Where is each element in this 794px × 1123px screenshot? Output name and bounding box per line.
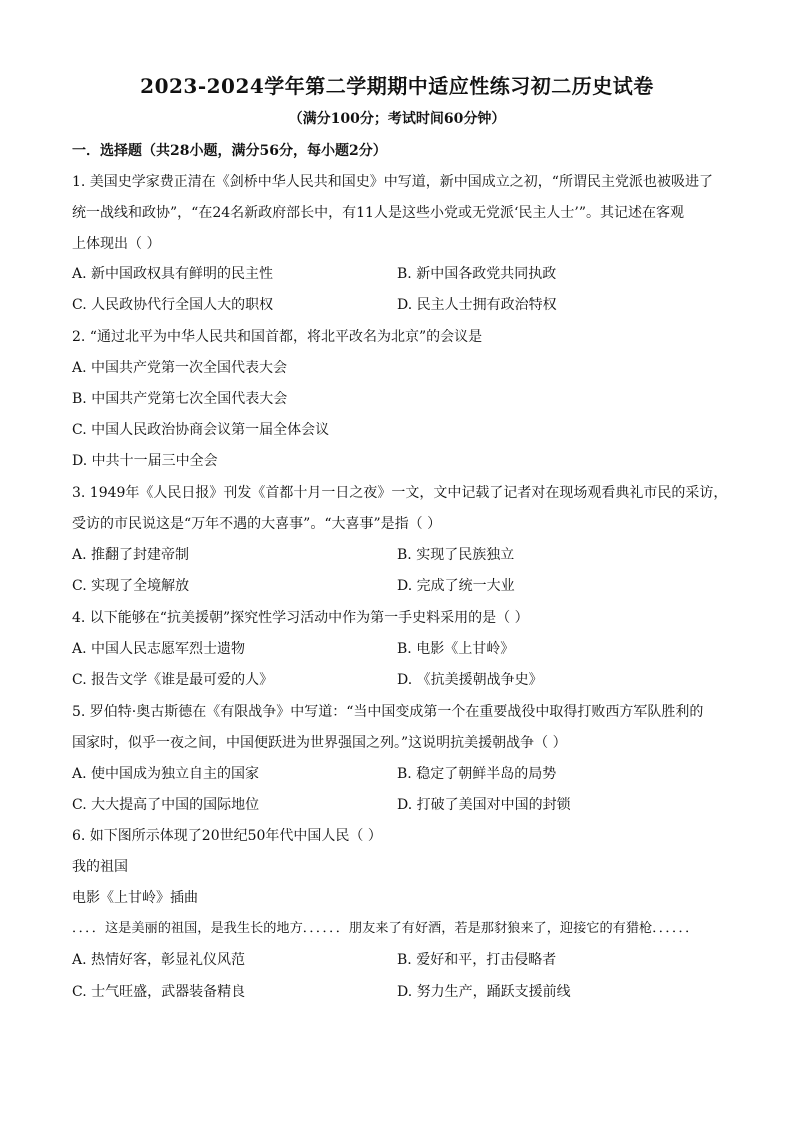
option-b: B. 电影《上甘岭》 [397, 641, 515, 657]
question-text-line: 统一战线和政协”，“在24名新政府部长中，有11人是这些小党或无党派‘民主人士’”。其记述在客观 [72, 205, 684, 221]
option-c: C. 士气旺盛，武器装备精良 [72, 984, 246, 1000]
question-text-line: 2. “通过北平为中华人民共和国首都，将北平改名为北京”的会议是 [72, 329, 483, 345]
section-heading: 一．选择题（共28小题，满分56分，每小题2分） [72, 143, 387, 159]
option-a: A. 热情好客，彰显礼仪风范 [72, 952, 246, 968]
option-c: C. 中国人民政治协商会议第一届全体会议 [72, 422, 330, 438]
option-b: B. 新中国各政党共同执政 [397, 266, 557, 282]
question-text-line: 6. 如下图所示体现了20世纪50年代中国人民（ ） [72, 828, 382, 844]
option-a: A. 新中国政权具有鲜明的民主性 [72, 266, 274, 282]
song-lyrics: ．．．．这是美丽的祖国，是我生长的地方．．．．．．朋友来了有好酒，若是那豺狼来了，迎接它的有猎枪．．．．．． [72, 921, 699, 936]
question-text-line: 国家时，似乎一夜之间，中国便跃进为世界强国之列。”这说明抗美援朝战争（ ） [72, 735, 567, 751]
option-c: C. 报告文学《谁是最可爱的人》 [72, 672, 274, 688]
option-d: D. 《抗美援朝战争史》 [397, 672, 543, 688]
song-title: 我的祖国 [72, 859, 128, 875]
option-b: B. 中国共产党第七次全国代表大会 [72, 391, 288, 407]
page-title: 2023-2024学年第二学期期中适应性练习初二历史试卷 [140, 74, 654, 98]
option-d: D. 打破了美国对中国的封锁 [397, 797, 571, 813]
option-d: D. 完成了统一大业 [397, 578, 515, 594]
song-source: 电影《上甘岭》插曲 [72, 890, 198, 906]
option-b: B. 实现了民族独立 [397, 547, 515, 563]
question-text-line: 4. 以下能够在“抗美援朝”探究性学习活动中作为第一手史料采用的是（ ） [72, 610, 529, 626]
question-text-line: 3. 1949年《人民日报》刊发《首都十月一日之夜》一文，文中记载了记者对在现场观看典礼市民的采访， [72, 485, 728, 501]
option-a: A. 中国人民志愿军烈士遗物 [72, 641, 246, 657]
option-a: A. 使中国成为独立自主的国家 [72, 766, 260, 782]
question-text-line: 5. 罗伯特·奥古斯德在《有限战争》中写道：“当中国变成第一个在重要战役中取得打败西方军队胜利的 [72, 704, 704, 720]
question-text-line: 1. 美国史学家费正清在《剑桥中华人民共和国史》中写道，新中国成立之初，“所谓民主党派也被吸进了 [72, 174, 713, 190]
option-d: D. 努力生产，踊跃支援前线 [397, 984, 571, 1000]
option-d: D. 中共十一届三中全会 [72, 453, 218, 469]
option-a: A. 中国共产党第一次全国代表大会 [72, 360, 288, 376]
question-text-line: 受访的市民说这是“万年不遇的大喜事”。“大喜事”是指（ ） [72, 516, 442, 532]
option-d: D. 民主人士拥有政治特权 [397, 297, 557, 313]
question-text-line: 上体现出（ ） [72, 236, 161, 252]
option-b: B. 爱好和平，打击侵略者 [397, 952, 557, 968]
option-c: C. 实现了全境解放 [72, 578, 190, 594]
option-c: C. 人民政协代行全国人大的职权 [72, 297, 274, 313]
option-c: C. 大大提高了中国的国际地位 [72, 797, 260, 813]
exam-info: （满分100分；考试时间60分钟） [288, 111, 506, 127]
option-a: A. 推翻了封建帝制 [72, 547, 190, 563]
option-b: B. 稳定了朝鲜半岛的局势 [397, 766, 557, 782]
